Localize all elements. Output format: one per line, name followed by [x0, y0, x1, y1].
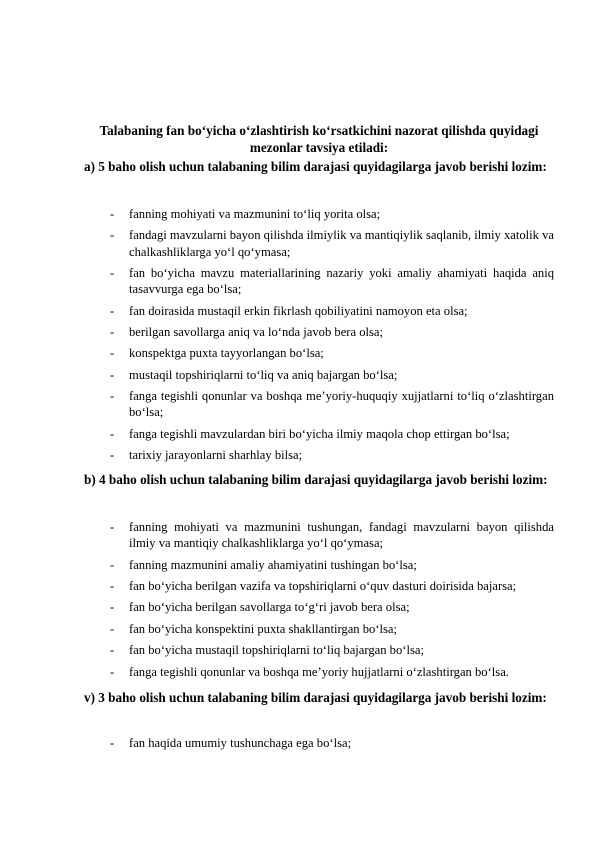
list-item: [110, 519, 554, 551]
section-heading-grade-5: a) 5 baho olish uchun talabaning bilim darajasi quyidagilarga javob berishi lozim:: [84, 159, 547, 174]
criteria-list-grade-5: [110, 206, 554, 469]
list-item-text: fan haqida umumiy tushunchaga ega bo‘lsa;: [129, 736, 352, 750]
bullet-dash: -: [110, 643, 115, 658]
bullet-dash: -: [110, 324, 115, 339]
bullet-dash: -: [110, 207, 115, 221]
list-item: [110, 447, 554, 463]
list-item: [110, 426, 554, 442]
list-item-text: fan bo‘yicha konspektini puxta shakllantirgan bo‘lsa;: [129, 621, 398, 636]
list-item-text: fan bo‘yicha berilgan savollarga to‘g‘ri javob bera olsa;: [129, 600, 410, 615]
list-item: [110, 345, 554, 361]
list-item: [110, 578, 554, 594]
list-item: [110, 642, 554, 658]
list-item: [110, 265, 554, 297]
section-heading-grade-4: b) 4 baho olish uchun talabaning bilim darajasi quyidagilarga javob berishi lozim:: [84, 472, 548, 487]
list-item-text: fan bo‘yicha berilgan vazifa va topshiriqlarni o‘quv dasturi doirisida bajarsa;: [129, 578, 517, 593]
bullet-dash: -: [110, 389, 115, 404]
list-item: [110, 324, 554, 340]
list-item: [110, 621, 554, 637]
bullet-dash: -: [110, 621, 115, 636]
list-item-text: fan doirasida mustaqil erkin fikrlash qobiliyatini namoyon eta olsa;: [129, 303, 468, 318]
bullet-dash: -: [110, 664, 115, 679]
bullet-dash: -: [110, 600, 115, 615]
list-item: [110, 303, 554, 319]
document-title: Talabaning fan bo‘yicha o‘zlashtirish ko‘rsatkichini nazorat qilishda quyidagi mezonlar tavsiya etiladi:: [99, 123, 539, 155]
list-item-text: berilgan savollarga aniq va lo‘nda javob bera olsa;: [129, 324, 384, 339]
list-item-text: fan bo‘yicha mavzu materiallarining nazariy yoki amaliy ahamiyati haqida aniq tasavvurga ega bo‘lsa;: [129, 265, 554, 297]
bullet-dash: -: [110, 367, 115, 382]
list-item: [110, 206, 554, 222]
bullet-dash: -: [110, 228, 115, 243]
list-item: [110, 557, 554, 573]
list-item-text: mustaqil topshiriqlarni to‘liq va aniq bajargan bo‘lsa;: [129, 367, 398, 382]
list-item: [110, 388, 554, 420]
bullet-dash: -: [110, 426, 115, 441]
list-item: [110, 227, 554, 259]
list-item-text: konspektga puxta tayyorlangan bo‘lsa;: [129, 346, 324, 361]
bullet-dash: -: [110, 346, 115, 361]
list-item-text: fandagi mavzularni bayon qilishda ilmiylik va mantiqiylik saqlanib, ilmiy xatolik va chalkashliklarga yo‘l qo‘ymasa;: [129, 228, 554, 259]
list-item: [110, 735, 554, 751]
section-heading-grade-3: v) 3 baho olish uchun talabaning bilim darajasi quyidagilarga javob berishi lozim:: [84, 690, 547, 705]
list-item-text: fan bo‘yicha mustaqil topshiriqlarni to‘liq bajargan bo‘lsa;: [129, 643, 424, 658]
list-item: [110, 664, 554, 680]
list-item-text: fanga tegishli qonunlar va boshqa me’yoriy hujjatlarni o‘zlashtirgan bo‘lsa.: [129, 664, 509, 679]
criteria-list-grade-3: [110, 735, 554, 756]
bullet-dash: -: [110, 265, 115, 280]
list-item: [110, 599, 554, 615]
list-item-text: fanning mazmunini amaliy ahamiyatini tushingan bo‘lsa;: [129, 557, 417, 572]
bullet-dash: -: [110, 736, 115, 750]
list-item-text: fanga tegishli mavzulardan biri bo‘yicha ilmiy maqola chop ettirgan bo‘lsa;: [129, 426, 510, 441]
list-item-text: fanning mohiyati va mazmunini to‘liq yorita olsa;: [129, 207, 381, 221]
bullet-dash: -: [110, 303, 115, 318]
list-item-text: fanning mohiyati va mazmunini tushungan, fandagi mavzularni bayon qilishda ilmiy va mantiqiy chalkashliklarga yo‘l qo‘ymasa;: [129, 520, 554, 551]
criteria-list-grade-4: [110, 519, 554, 685]
bullet-dash: -: [110, 448, 115, 463]
list-item-text: tarixiy jarayonlarni sharhlay bilsa;: [129, 448, 303, 463]
bullet-dash: -: [110, 578, 115, 593]
bullet-dash: -: [110, 557, 115, 572]
list-item: [110, 367, 554, 383]
bullet-dash: -: [110, 520, 115, 534]
list-item-text: fanga tegishli qonunlar va boshqa me’yoriy-huquqiy xujjatlarni to‘liq o‘zlashtirgan bo‘lsa;: [129, 389, 554, 420]
